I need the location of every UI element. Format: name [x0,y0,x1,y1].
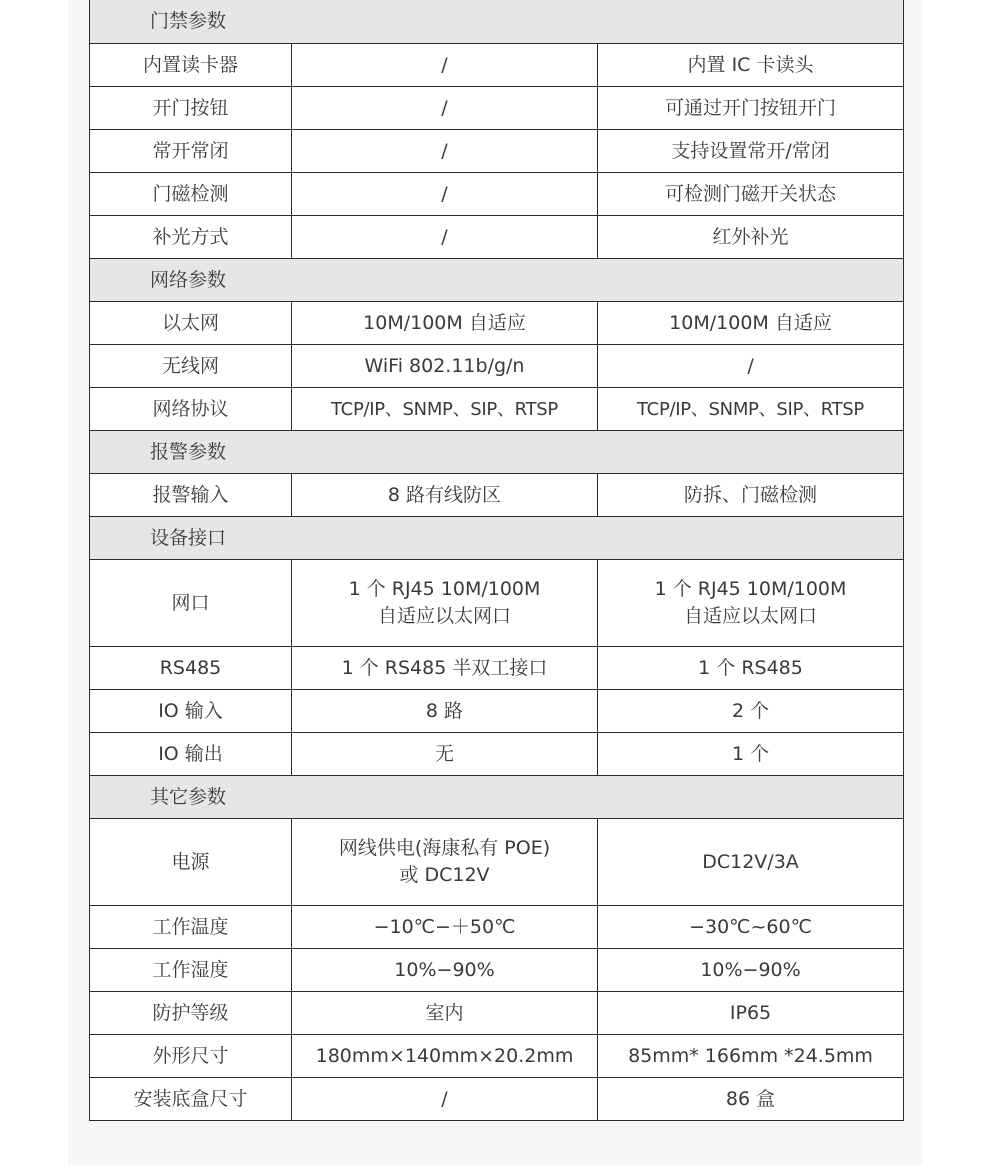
table-row [90,87,904,130]
row-label: 报警输入 [90,474,292,517]
section-title: 其它参数 [90,776,904,819]
row-value-b: 红外补光 [598,216,904,259]
section-title: 门禁参数 [90,0,904,44]
section-header-interface [90,517,904,560]
table-row [90,949,904,992]
row-label: 以太网 [90,302,292,345]
section-title: 设备接口 [90,517,904,560]
row-value-a: 1 个 RS485 半双工接口 [292,647,598,690]
row-label: 网口 [90,560,292,647]
row-label: 外形尺寸 [90,1035,292,1078]
row-value-a: WiFi 802.11b/g/n [292,345,598,388]
row-label: 工作温度 [90,906,292,949]
row-label: IO 输入 [90,690,292,733]
table-row [90,388,904,431]
table-row [90,1035,904,1078]
table-row [90,819,904,906]
row-value-line: 自适应以太网口 [684,605,818,627]
row-value-b: 10%−90% [598,949,904,992]
row-label: 常开常闭 [90,130,292,173]
row-value-a: 10M/100M 自适应 [292,302,598,345]
table-row [90,302,904,345]
row-value-b: 86 盒 [598,1078,904,1121]
row-label: 电源 [90,819,292,906]
table-row [90,733,904,776]
row-value-a [292,560,598,647]
row-label: 内置读卡器 [90,44,292,87]
section-header-network [90,259,904,302]
row-label: 补光方式 [90,216,292,259]
row-label: 无线网 [90,345,292,388]
row-value-a: / [292,87,598,130]
row-value-b [598,560,904,647]
row-value-b: IP65 [598,992,904,1035]
table-row [90,992,904,1035]
row-value-b: 2 个 [598,690,904,733]
section-header-other [90,776,904,819]
section-header-access [90,0,904,44]
section-title: 报警参数 [90,431,904,474]
row-label: 门磁检测 [90,173,292,216]
row-value-a: 10%−90% [292,949,598,992]
row-value-a: / [292,1078,598,1121]
table-row [90,647,904,690]
row-value-a: / [292,130,598,173]
row-value-b: 防拆、门磁检测 [598,474,904,517]
row-value-line: 1 个 RJ45 10M/100M [654,578,847,600]
row-value-a [292,819,598,906]
row-value-a: 8 路 [292,690,598,733]
row-value-a: 180mm×140mm×20.2mm [292,1035,598,1078]
row-value-b: 1 个 RS485 [598,647,904,690]
table-row [90,1078,904,1121]
row-value-a: 室内 [292,992,598,1035]
row-value-a: TCP/IP、SNMP、SIP、RTSP [292,388,598,431]
row-label: RS485 [90,647,292,690]
table-row [90,474,904,517]
row-label: 开门按钮 [90,87,292,130]
table-row [90,130,904,173]
row-value-b: 10M/100M 自适应 [598,302,904,345]
row-value-line: 或 DC12V [399,864,490,886]
row-value-b: / [598,345,904,388]
row-label: 网络协议 [90,388,292,431]
table-row [90,216,904,259]
section-header-alarm [90,431,904,474]
row-value-b: TCP/IP、SNMP、SIP、RTSP [598,388,904,431]
row-value-a: / [292,216,598,259]
row-value-line: 1 个 RJ45 10M/100M [348,578,541,600]
table-row [90,44,904,87]
row-value-b: −30℃~60℃ [598,906,904,949]
row-label: 安装底盒尺寸 [90,1078,292,1121]
table-row [90,906,904,949]
row-value-a: 8 路有线防区 [292,474,598,517]
row-value-b: 可通过开门按钮开门 [598,87,904,130]
row-value-a: −10℃−＋50℃ [292,906,598,949]
row-value-a: / [292,44,598,87]
row-value-b: 1 个 [598,733,904,776]
table-row [90,173,904,216]
row-value-line: 网线供电(海康私有 POE) [338,837,551,859]
table-row [90,345,904,388]
table-row [90,690,904,733]
row-value-b: 内置 IC 卡读头 [598,44,904,87]
row-value-b: DC12V/3A [598,819,904,906]
row-value-b: 支持设置常开/常闭 [598,130,904,173]
row-value-a: / [292,173,598,216]
spec-table [89,0,904,1121]
table-row [90,560,904,647]
row-label: 防护等级 [90,992,292,1035]
row-value-b: 可检测门磁开关状态 [598,173,904,216]
row-label: 工作湿度 [90,949,292,992]
section-title: 网络参数 [90,259,904,302]
row-value-a: 无 [292,733,598,776]
row-label: IO 输出 [90,733,292,776]
row-value-b: 85mm* 166mm *24.5mm [598,1035,904,1078]
row-value-line: 自适应以太网口 [377,605,511,627]
